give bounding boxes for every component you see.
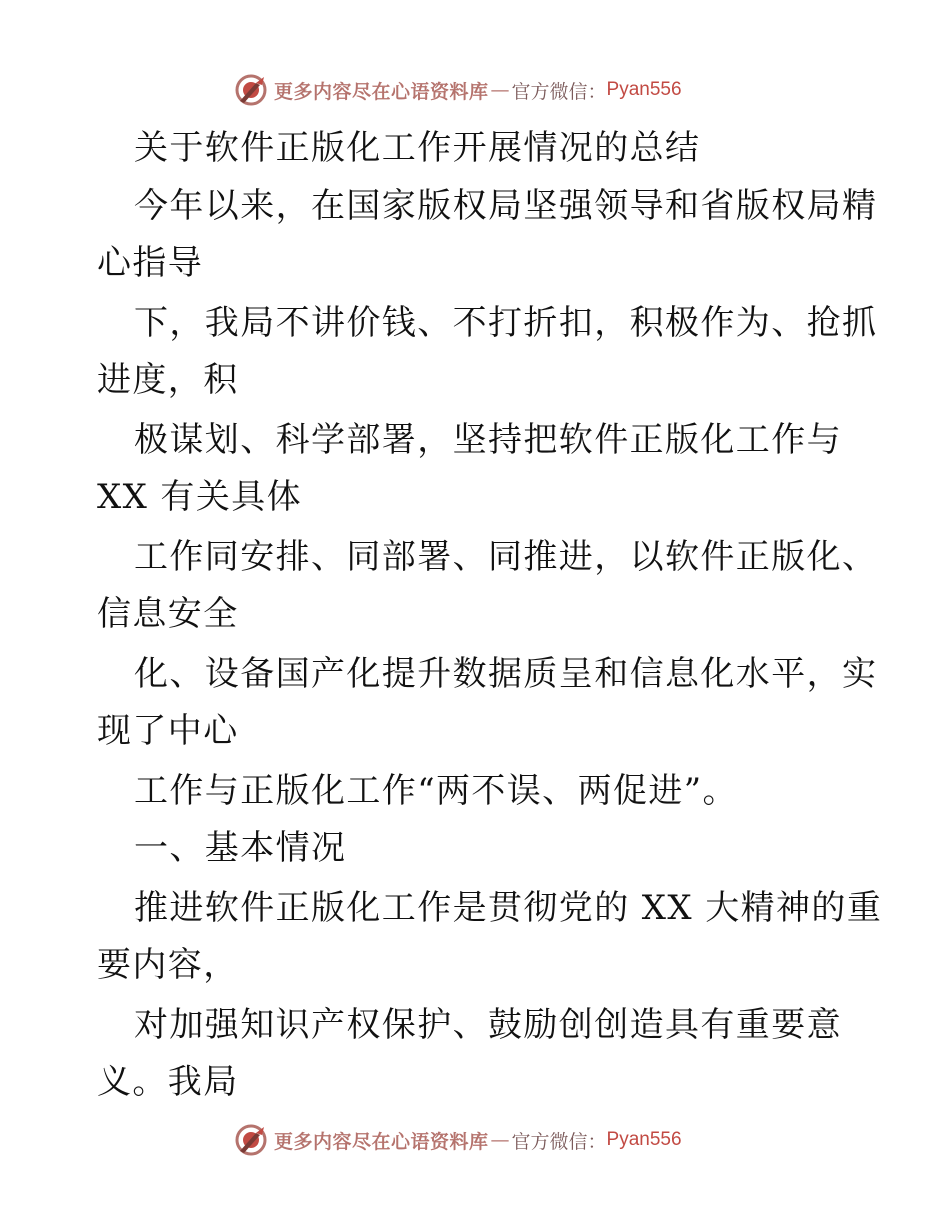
body-line: 义。我局 [97,1062,239,1102]
body-line: 极谋划、科学部署，坚持把软件正版化工作与 [134,420,842,460]
body-line: XX 有关具体 [97,477,303,517]
watermark-brand: 更多内容尽在心语资料库 [274,80,489,103]
body-line: 推进软件正版化工作是贯彻党的 XX 大精神的重 [134,888,883,928]
body-line: 进度，积 [97,360,239,400]
section-heading: 一、基本情况 [134,828,347,868]
body-line: 工作与正版化工作“两不误、两促进”。 [134,771,738,811]
body-line: 化、设备国产化提升数据质呈和信息化水平，实 [134,654,878,694]
body-line: 现了中心 [97,711,239,751]
watermark-wechat-id: Pyan556 [606,1129,682,1150]
body-line: 对加强知识产权保护、鼓励创创造具有重要意 [134,1005,842,1045]
body-line: 工作同安排、同部署、同推进，以软件正版化、 [134,537,878,577]
body-line: 心指导 [97,243,204,283]
watermark-wechat-id: Pyan556 [606,79,682,100]
body-line: 下，我局不讲价钱、不打折扣，积极作为、抢抓 [134,303,878,343]
watermark-dash: — [490,1129,510,1151]
document-title: 关于软件正版化工作开展情况的总结 [134,128,701,168]
body-line: 今年以来，在国家版权局坚强领导和省版权局精 [134,186,878,226]
body-line: 信息安全 [97,594,239,634]
watermark-brand: 更多内容尽在心语资料库 [274,1130,489,1153]
watermark-wechat-label: 官方微信： [511,80,607,103]
quill-seal-icon [234,1123,268,1157]
watermark-wechat-label: 官方微信： [511,1130,607,1153]
footer-watermark [234,1122,704,1158]
body-line: 要内容， [97,945,239,985]
watermark-dash: — [490,79,510,101]
